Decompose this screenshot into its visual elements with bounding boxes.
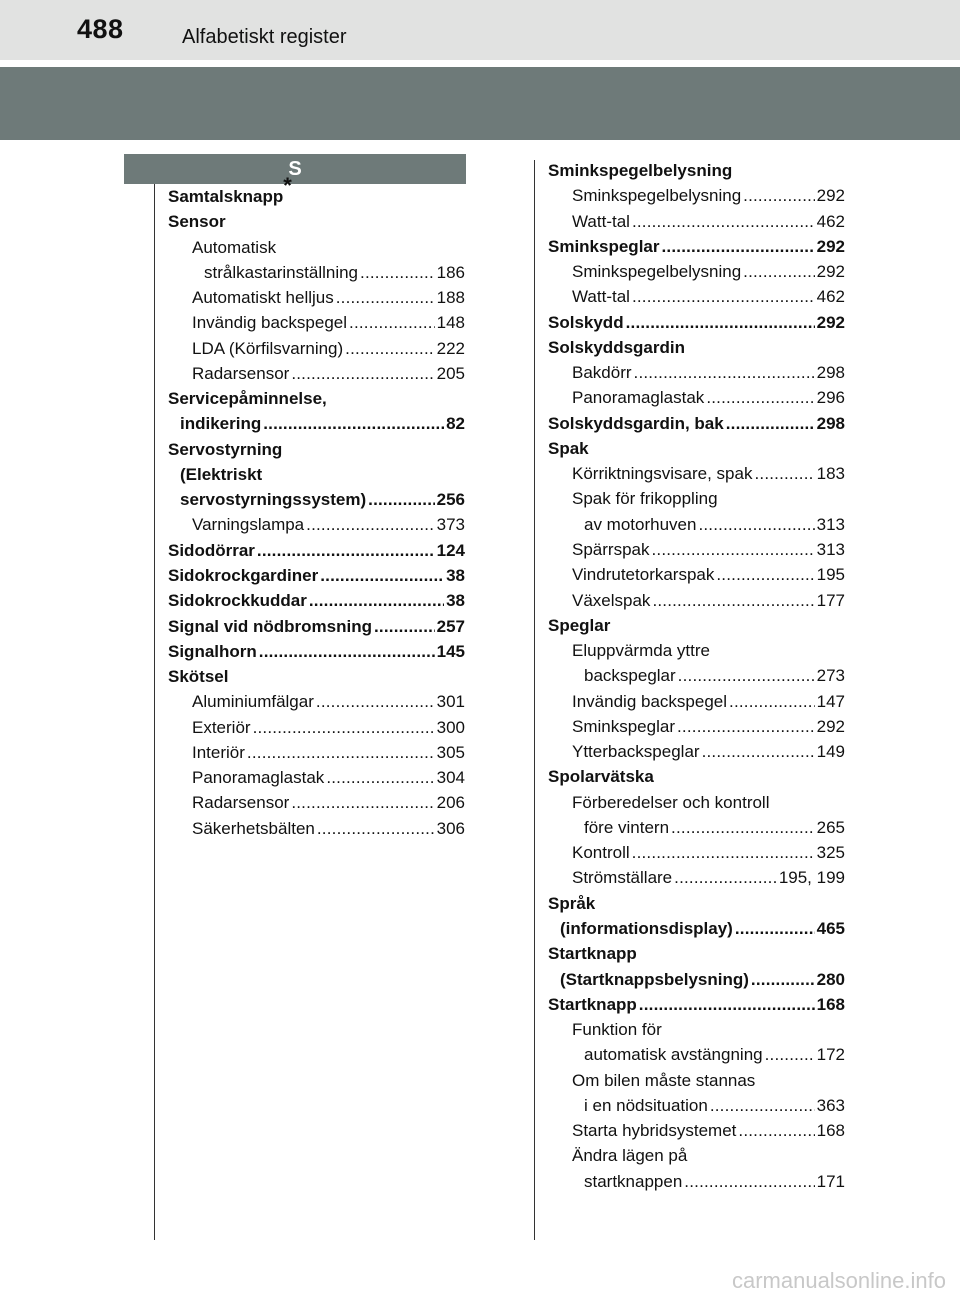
- dot-leader: [632, 209, 815, 234]
- dot-leader: [306, 512, 434, 537]
- dot-leader: [259, 639, 435, 664]
- dot-leader: [765, 1042, 815, 1067]
- index-entry-page: 188: [436, 288, 465, 308]
- index-entry: [168, 588, 465, 613]
- index-entry: [168, 310, 465, 335]
- index-entry-term: startknappen: [584, 1171, 683, 1191]
- dot-leader: [336, 285, 435, 310]
- index-entry-term: automatisk avstängning: [584, 1045, 763, 1065]
- index-entry: [168, 639, 465, 664]
- dot-leader: [291, 790, 434, 815]
- index-entry: [548, 916, 845, 941]
- index-entry-term: strålkastarinställning: [204, 262, 359, 282]
- index-entry: [548, 714, 845, 739]
- index-entry-term: Startknapp: [548, 944, 637, 964]
- dot-leader: [309, 588, 444, 613]
- index-entry: [548, 436, 845, 461]
- dot-leader: [317, 816, 435, 841]
- index-entry-term: Sidokrockgardiner: [168, 565, 319, 585]
- index-entry-term: Signalhorn: [168, 641, 257, 661]
- index-entry: [548, 663, 845, 688]
- index-entry-term: Watt-tal: [572, 287, 630, 307]
- index-entry-term: Solskyddsgardin: [548, 337, 685, 357]
- index-entry-term: (Elektriskt: [180, 464, 263, 484]
- index-entry: [168, 437, 465, 462]
- index-entry-term: Varningslampa: [192, 515, 305, 535]
- index-entry: [168, 411, 465, 436]
- dot-leader: [706, 385, 814, 410]
- index-entry: [548, 967, 845, 992]
- index-entry-term: Speglar: [548, 615, 611, 635]
- index-entry: [168, 386, 465, 411]
- index-entry-page: 306: [436, 818, 465, 838]
- index-entry-term: Solskyddsgardin, bak: [548, 413, 724, 433]
- dot-leader: [743, 259, 814, 284]
- index-entry: [168, 715, 465, 740]
- index-entry-page: 301: [436, 692, 465, 712]
- index-entry-term: Säkerhetsbälten: [192, 818, 315, 838]
- index-entry-page: 148: [436, 313, 465, 333]
- index-entry: [168, 689, 465, 714]
- index-entry-page: 257: [436, 616, 465, 636]
- index-entry: [548, 209, 845, 234]
- index-column-left: [168, 173, 465, 841]
- index-entry: [548, 941, 845, 966]
- dot-leader: [374, 614, 435, 639]
- index-entry-term: Radarsensor: [192, 793, 290, 813]
- index-entry: [548, 183, 845, 208]
- index-entry-term: Funktion för: [572, 1020, 662, 1040]
- index-entry-term: (Startknappsbelysning): [560, 969, 749, 989]
- index-entry-page: 222: [436, 338, 465, 358]
- index-entry: [548, 259, 845, 284]
- index-entry: [168, 260, 465, 285]
- index-entry-term: Bakdörr: [572, 363, 632, 383]
- index-entry-page: 298: [816, 413, 845, 433]
- dot-leader: [698, 512, 814, 537]
- index-entry: [548, 891, 845, 916]
- index-entry: [548, 865, 845, 890]
- index-entry-term: Ytterbackspeglar: [572, 742, 700, 762]
- dot-leader: [360, 260, 435, 285]
- index-entry: [548, 385, 845, 410]
- index-entry: [168, 209, 465, 234]
- index-entry: [168, 487, 465, 512]
- index-entry-term: Watt-tal: [572, 211, 630, 231]
- index-entry-term: av motorhuven: [584, 514, 697, 534]
- index-entry-page: 265: [816, 817, 845, 837]
- index-entry-page: 183: [816, 464, 845, 484]
- index-entry-term: Sidokrockkuddar: [168, 591, 307, 611]
- index-entry: [548, 815, 845, 840]
- index-entry-page: 325: [816, 843, 845, 863]
- index-entry-page: 292: [816, 186, 845, 206]
- index-entry: [168, 512, 465, 537]
- index-entry-page: 292: [816, 716, 845, 736]
- index-entry-page: 168: [816, 1121, 845, 1141]
- index-entry-term: Invändig backspegel: [572, 691, 728, 711]
- dot-leader: [257, 538, 435, 563]
- index-entry-term: Sminkspegelbelysning: [572, 262, 742, 282]
- index-entry-term: servostyrningssystem): [180, 490, 367, 510]
- dot-leader: [291, 361, 434, 386]
- index-entry: [168, 336, 465, 361]
- index-entry: [548, 1068, 845, 1093]
- index-entry-term: Automatiskt helljus: [192, 288, 334, 308]
- dot-leader: [652, 588, 814, 613]
- page-number: 488: [77, 14, 124, 44]
- dot-leader: [368, 487, 434, 512]
- column-divider-right: [534, 160, 535, 1240]
- index-entry-page: 313: [816, 514, 845, 534]
- index-entry-page: 300: [436, 717, 465, 737]
- index-entry: [548, 840, 845, 865]
- index-entry-page: 186: [436, 262, 465, 282]
- index-entry-page: 298: [816, 363, 845, 383]
- index-entry-term: Servostyrning: [168, 439, 283, 459]
- index-entry: [548, 461, 845, 486]
- index-entry-term: Panoramaglastak: [192, 768, 325, 788]
- index-entry-page: 38: [446, 591, 465, 611]
- index-entry-term: Eluppvärmda yttre: [572, 641, 710, 661]
- dot-leader: [710, 1093, 815, 1118]
- dot-leader: [702, 739, 815, 764]
- index-entry-page: 465: [816, 918, 845, 938]
- index-entry-page: 38: [446, 565, 465, 585]
- dot-leader: [326, 765, 434, 790]
- index-entry: [168, 816, 465, 841]
- index-entry: [168, 790, 465, 815]
- index-entry-page: 363: [816, 1095, 845, 1115]
- index-entry-term: Sensor: [168, 212, 226, 232]
- index-entry-term: Automatisk: [192, 237, 277, 257]
- index-entry: [548, 310, 845, 335]
- index-entry-page: 256: [436, 490, 465, 510]
- dot-leader: [684, 1169, 814, 1194]
- index-entry-term: Spak för frikoppling: [572, 489, 718, 509]
- watermark: carmanualsonline.info: [731, 1268, 946, 1293]
- index-entry-term: Spärrspak: [572, 539, 650, 559]
- index-entry-term: Radarsensor: [192, 363, 290, 383]
- index-entry-term: Invändig backspegel: [192, 313, 348, 333]
- index-entry-page: 172: [816, 1045, 845, 1065]
- dot-leader: [263, 411, 444, 436]
- index-entry: [168, 765, 465, 790]
- index-entry-page: 171: [816, 1171, 845, 1191]
- index-entry: [548, 1169, 845, 1194]
- index-entry: [548, 1093, 845, 1118]
- index-entry: [548, 158, 845, 183]
- index-entry-term: Växelspak: [572, 590, 651, 610]
- dot-leader: [345, 336, 434, 361]
- index-entry: [548, 335, 845, 360]
- page-title: Alfabetiskt register: [182, 26, 347, 48]
- index-entry: [548, 689, 845, 714]
- index-entry-page: 145: [436, 641, 465, 661]
- index-entry-page: 82: [446, 414, 465, 434]
- dot-leader: [738, 1118, 814, 1143]
- index-entry: [548, 638, 845, 663]
- index-entry-page: 149: [816, 742, 845, 762]
- index-entry-term: Servicepåminnelse,: [168, 389, 327, 409]
- index-entry-page: 462: [816, 211, 845, 231]
- dot-leader: [662, 234, 815, 259]
- index-entry: [548, 537, 845, 562]
- index-entry-term: i en nödsituation: [584, 1095, 708, 1115]
- index-entry: [548, 1143, 845, 1168]
- index-entry-term: Sminkspegelbelysning: [572, 186, 742, 206]
- index-entry-term: Ändra lägen på: [572, 1146, 688, 1166]
- index-entry-term: indikering: [180, 414, 262, 434]
- index-entry-page: 168: [816, 994, 845, 1014]
- dot-leader: [671, 815, 815, 840]
- index-entry: [168, 538, 465, 563]
- section-letter: S: [124, 154, 466, 184]
- dot-leader: [247, 740, 435, 765]
- index-entry: [548, 234, 845, 259]
- index-entry: [168, 614, 465, 639]
- index-entry-term: Spak: [548, 438, 589, 458]
- index-entry-term: Exteriör: [192, 717, 251, 737]
- index-entry-page: 292: [816, 236, 845, 256]
- dot-leader: [632, 284, 815, 309]
- index-entry: [548, 284, 845, 309]
- dot-leader: [316, 689, 435, 714]
- index-entry-page: 292: [816, 262, 845, 282]
- index-entry: [168, 740, 465, 765]
- dot-leader: [632, 840, 815, 865]
- index-entry-page: 373: [436, 515, 465, 535]
- dot-leader: [634, 360, 815, 385]
- index-entry-term: Signal vid nödbromsning: [168, 616, 372, 636]
- index-entry-term: före vintern: [584, 817, 670, 837]
- index-entry-page: 195, 199: [778, 868, 845, 888]
- index-entry-term: Kontroll: [572, 843, 630, 863]
- index-entry-page: 205: [436, 363, 465, 383]
- index-entry: [168, 235, 465, 260]
- index-entry-page: 304: [436, 768, 465, 788]
- dot-leader: [674, 865, 777, 890]
- index-entry-term: Aluminiumfälgar: [192, 692, 314, 712]
- footnote-asterisk: *: [283, 173, 292, 199]
- dot-leader: [729, 689, 815, 714]
- index-entry: [168, 462, 465, 487]
- index-entry: [168, 563, 465, 588]
- index-entry: [168, 664, 465, 689]
- index-column-right: [548, 158, 845, 1194]
- index-entry-term: Sminkspeglar: [548, 236, 660, 256]
- dot-leader: [726, 411, 815, 436]
- index-entry: [548, 739, 845, 764]
- index-entry-term: Panoramaglastak: [572, 388, 705, 408]
- dot-leader: [651, 537, 814, 562]
- index-entry-page: 177: [816, 590, 845, 610]
- index-entry-term: Om bilen måste stannas: [572, 1070, 756, 1090]
- dot-leader: [626, 310, 815, 335]
- index-entry-term: Förberedelser och kontroll: [572, 792, 770, 812]
- dot-leader: [639, 992, 815, 1017]
- index-entry-term: Sidodörrar: [168, 540, 255, 560]
- index-entry: [548, 764, 845, 789]
- index-entry: [548, 588, 845, 613]
- header-band: [0, 67, 960, 140]
- index-entry-term: Samtalsknapp: [168, 187, 284, 206]
- index-entry-page: 292: [816, 312, 845, 332]
- index-entry-page: 305: [436, 742, 465, 762]
- index-entry-page: 280: [816, 969, 845, 989]
- index-entry: [548, 360, 845, 385]
- index-entry: [168, 361, 465, 386]
- index-entry-term: Interiör: [192, 742, 245, 762]
- index-entry-term: Sminkspegelbelysning: [548, 161, 733, 180]
- index-entry-page: 206: [436, 793, 465, 813]
- dot-leader: [349, 310, 435, 335]
- index-entry: [548, 486, 845, 511]
- index-entry-term: LDA (Körfilsvarning): [192, 338, 344, 358]
- index-entry-term: Sminkspeglar: [572, 716, 675, 736]
- dot-leader: [678, 663, 815, 688]
- dot-leader: [735, 916, 815, 941]
- index-entry-page: 313: [816, 539, 845, 559]
- index-entry-page: 195: [816, 565, 845, 585]
- dot-leader: [320, 563, 444, 588]
- dot-leader: [677, 714, 815, 739]
- dot-leader: [743, 183, 814, 208]
- dot-leader: [716, 562, 814, 587]
- index-entry: [548, 512, 845, 537]
- index-entry: [548, 1118, 845, 1143]
- index-entry: [548, 411, 845, 436]
- dot-leader: [754, 461, 814, 486]
- index-entry-page: 462: [816, 287, 845, 307]
- page-header: [0, 0, 960, 60]
- index-entry-term: backspeglar: [584, 666, 676, 686]
- column-divider-left: [154, 184, 155, 1240]
- index-entry-term: Starta hybridsystemet: [572, 1121, 737, 1141]
- index-entry-page: 273: [816, 666, 845, 686]
- index-entry: [548, 992, 845, 1017]
- index-entry: [548, 562, 845, 587]
- index-entry-term: Spolarvätska: [548, 767, 654, 787]
- index-entry: [548, 1042, 845, 1067]
- index-entry-term: Startknapp: [548, 994, 637, 1014]
- index-entry: [548, 1017, 845, 1042]
- index-entry: [168, 285, 465, 310]
- index-entry-page: 124: [436, 540, 465, 560]
- index-entry-term: Solskydd: [548, 312, 624, 332]
- dot-leader: [751, 967, 815, 992]
- index-entry-term: Vindrutetorkarspak: [572, 565, 715, 585]
- index-entry: [548, 613, 845, 638]
- index-entry-term: Skötsel: [168, 667, 229, 687]
- index-entry: [168, 173, 465, 209]
- index-entry-term: Körriktningsvisare, spak: [572, 464, 753, 484]
- index-entry-term: Strömställare: [572, 868, 673, 888]
- index-entry: [548, 790, 845, 815]
- index-entry-page: 296: [816, 388, 845, 408]
- index-entry-page: 147: [816, 691, 845, 711]
- index-entry-term: Språk: [548, 893, 596, 913]
- index-entry-term: (informationsdisplay): [560, 918, 733, 938]
- dot-leader: [253, 715, 435, 740]
